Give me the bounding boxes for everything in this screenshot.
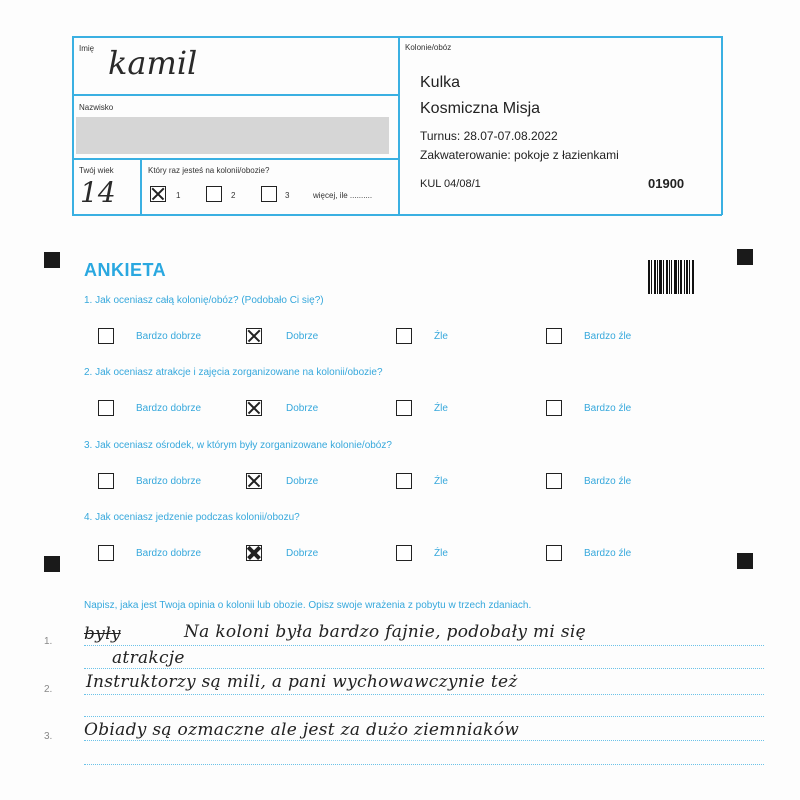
question-3-checkbox-3[interactable] — [396, 473, 412, 489]
times-option-3: 3 — [285, 191, 290, 200]
times-label: Który raz jesteś na kolonii/obozie? — [148, 166, 270, 175]
question-2-checkbox-1[interactable] — [98, 400, 114, 416]
line-number-2: 2. — [44, 684, 53, 695]
name-value[interactable]: kamil — [108, 44, 198, 82]
question-2-option-1: Bardzo dobrze — [136, 403, 202, 414]
opinion-line-1b[interactable]: atrakcje — [112, 648, 185, 668]
question-1-checkbox-4[interactable] — [546, 328, 562, 344]
question-4-checkbox-3[interactable] — [396, 545, 412, 561]
camp-title: Kosmiczna Misja — [420, 100, 541, 117]
question-4-checkbox-1[interactable] — [98, 545, 114, 561]
registration-mark-bottom-right — [737, 553, 753, 569]
times-checkbox-2[interactable] — [206, 186, 222, 202]
writing-line-1b — [84, 668, 764, 669]
question-1-option-3: Źle — [434, 331, 448, 342]
question-2-option-2: Dobrze — [286, 403, 319, 414]
writing-line-3b — [84, 764, 764, 765]
times-option-1: 1 — [176, 191, 181, 200]
writing-line-3 — [84, 740, 764, 741]
surname-label: Nazwisko — [79, 103, 114, 112]
question-1-option-1: Bardzo dobrze — [136, 331, 202, 342]
question-4-checkbox-4[interactable] — [546, 545, 562, 561]
name-label: Imię — [79, 44, 95, 53]
question-4-option-4: Bardzo źle — [584, 548, 632, 559]
form-number: 01900 — [648, 176, 685, 191]
registration-mark-bottom-left — [44, 556, 60, 572]
question-2-option-3: Źle — [434, 403, 448, 414]
question-1-checkbox-3[interactable] — [396, 328, 412, 344]
times-checkbox-1[interactable] — [150, 186, 166, 202]
writing-line-2 — [84, 694, 764, 695]
camp-name: Kulka — [420, 74, 461, 91]
surname-redacted — [76, 117, 389, 154]
turnus: Turnus: 28.07-07.08.2022 — [420, 129, 558, 143]
accommodation: Zakwaterowanie: pokoje z łazienkami — [420, 148, 619, 162]
registration-mark-top-right — [737, 249, 753, 265]
question-3: 3. Jak oceniasz ośrodek, w którym były zorganizowane kolonie/obóz? — [84, 440, 392, 451]
question-1-checkbox-2[interactable] — [246, 328, 262, 344]
times-checkbox-3[interactable] — [261, 186, 277, 202]
question-3-checkbox-1[interactable] — [98, 473, 114, 489]
camp-label: Kolonie/obóz — [405, 43, 452, 52]
opinion-line-3[interactable]: Obiady są ozmaczne ale jest za dużo ziemniaków — [84, 720, 520, 740]
question-1-option-2: Dobrze — [286, 331, 319, 342]
opinion-line-1[interactable]: Na koloni była bardzo fajnie, podobały mi się — [184, 622, 586, 642]
writing-line-2b — [84, 716, 764, 717]
question-1-option-4: Bardzo źle — [584, 331, 632, 342]
age-label: Twój wiek — [79, 166, 114, 175]
question-1: 1. Jak oceniasz całą kolonię/obóz? (Podobało Ci się?) — [84, 295, 324, 306]
question-2-checkbox-4[interactable] — [546, 400, 562, 416]
line-number-3: 3. — [44, 731, 53, 742]
times-option-2: 2 — [231, 191, 236, 200]
camp-code: KUL 04/08/1 — [420, 178, 481, 190]
writing-line-1 — [84, 645, 764, 646]
crossed-out-word: były — [84, 624, 121, 644]
times-more: więcej, ile .......... — [313, 191, 373, 200]
question-3-option-3: Źle — [434, 476, 448, 487]
question-4-checkbox-2[interactable] — [246, 545, 262, 561]
question-3-checkbox-4[interactable] — [546, 473, 562, 489]
question-4-option-3: Źle — [434, 548, 448, 559]
survey-title: ANKIETA — [84, 260, 167, 280]
question-2-checkbox-3[interactable] — [396, 400, 412, 416]
question-4: 4. Jak oceniasz jedzenie podczas kolonii/obozu? — [84, 512, 300, 523]
line-number-1: 1. — [44, 636, 53, 647]
question-4-option-1: Bardzo dobrze — [136, 548, 202, 559]
opinion-prompt: Napisz, jaka jest Twoja opinia o kolonii lub obozie. Opisz swoje wrażenia z pobytu w trzech zdaniach. — [84, 600, 532, 611]
question-3-checkbox-2[interactable] — [246, 473, 262, 489]
question-1-checkbox-1[interactable] — [98, 328, 114, 344]
barcode — [648, 260, 700, 294]
registration-mark-top-left — [44, 252, 60, 268]
opinion-line-2[interactable]: Instruktorzy są mili, a pani wychowawczynie też — [86, 672, 518, 692]
question-2: 2. Jak oceniasz atrakcje i zajęcia zorganizowane na kolonii/obozie? — [84, 367, 383, 378]
question-3-option-1: Bardzo dobrze — [136, 476, 202, 487]
question-3-option-4: Bardzo źle — [584, 476, 632, 487]
question-2-option-4: Bardzo źle — [584, 403, 632, 414]
age-value[interactable]: 14 — [80, 176, 116, 209]
question-4-option-2: Dobrze — [286, 548, 319, 559]
question-2-checkbox-2[interactable] — [246, 400, 262, 416]
question-3-option-2: Dobrze — [286, 476, 319, 487]
